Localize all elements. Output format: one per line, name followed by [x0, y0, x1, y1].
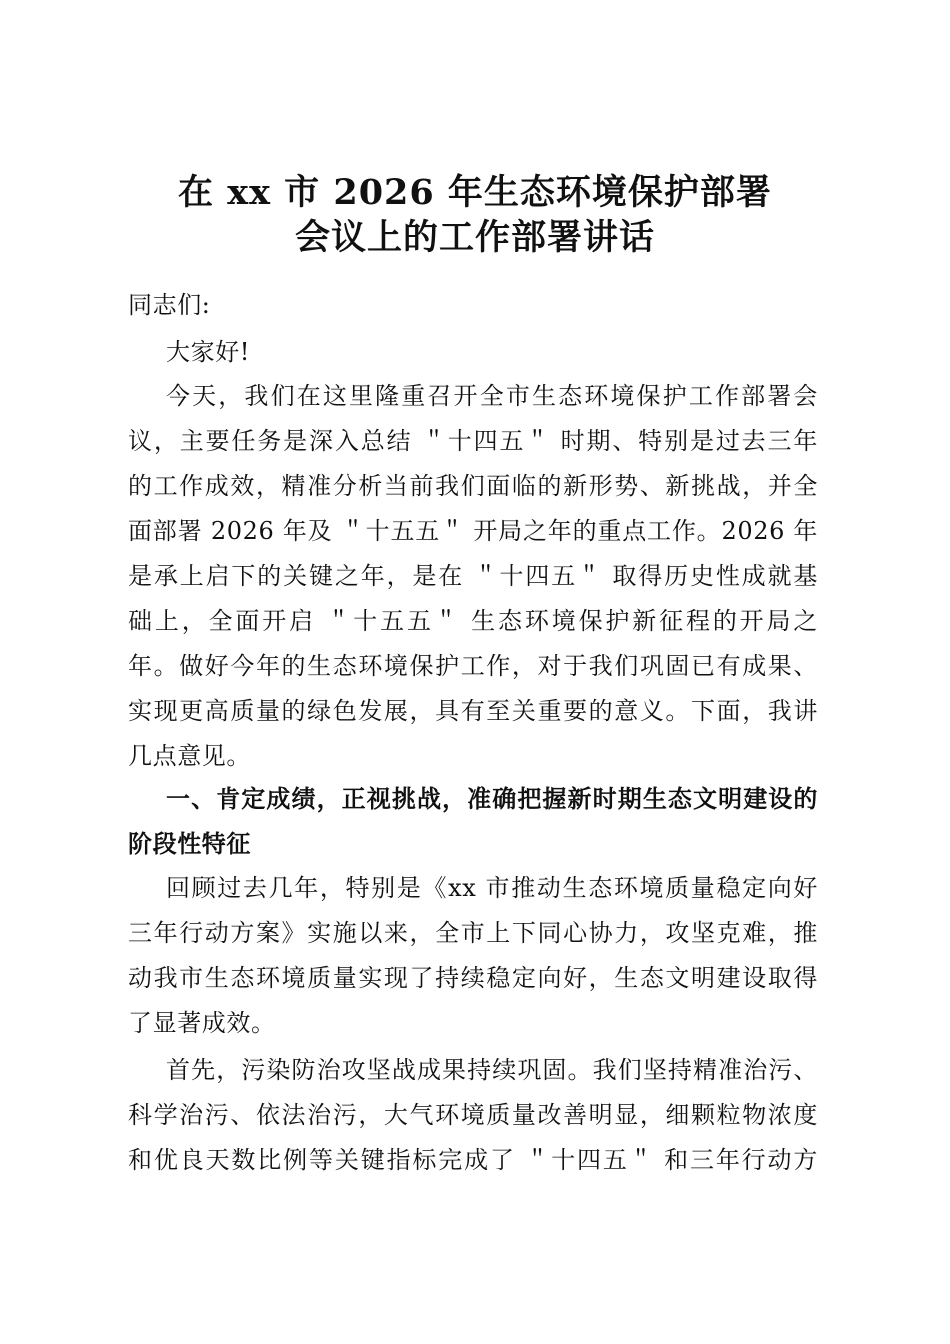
paragraph-1-line-1: 今天，我们在这里隆重召开全市生态环境保护工作部署会	[166, 382, 818, 410]
paragraph-3-line-1: 首先，污染防治攻坚战成果持续巩固。我们坚持精准治污、	[166, 1056, 818, 1084]
section-heading-1-line-2: 阶段性特征	[128, 829, 251, 858]
paragraph-1-line-9: 几点意见。	[128, 742, 251, 770]
salutation: 同志们:	[128, 291, 211, 319]
paragraph-2-line-4: 了显著成效。	[128, 1009, 276, 1037]
document-title-line-2: 会议上的工作部署讲话	[294, 217, 655, 258]
paragraph-1-line-4: 面部署 2026 年及 ＂十五五＂ 开局之年的重点工作。2026 年	[128, 517, 818, 545]
paragraph-3-line-2: 科学治污、依法治污，大气环境质量改善明显，细颗粒物浓度	[128, 1101, 818, 1129]
paragraph-2-line-3: 动我市生态环境质量实现了持续稳定向好，生态文明建设取得	[128, 964, 818, 992]
paragraph-1-line-6: 础上，全面开启 ＂十五五＂ 生态环境保护新征程的开局之	[128, 607, 818, 635]
paragraph-1-line-7: 年。做好今年的生态环境保护工作，对于我们巩固已有成果、	[128, 652, 818, 680]
section-heading-1-line-1: 一、肯定成绩，正视挑战，准确把握新时期生态文明建设的	[166, 784, 818, 813]
greeting: 大家好!	[166, 338, 251, 366]
paragraph-2-line-2: 三年行动方案》实施以来，全市上下同心协力，攻坚克难，推	[128, 919, 818, 947]
paragraph-1-line-2: 议，主要任务是深入总结 ＂十四五＂ 时期、特别是过去三年	[128, 427, 818, 455]
document-title-line-1: 在 xx 市 2026 年生态环境保护部署	[178, 172, 772, 213]
paragraph-2-line-1: 回顾过去几年，特别是《xx 市推动生态环境质量稳定向好	[166, 874, 818, 902]
paragraph-1-line-3: 的工作成效，精准分析当前我们面临的新形势、新挑战，并全	[128, 472, 818, 500]
paragraph-1-line-5: 是承上启下的关键之年，是在 ＂十四五＂ 取得历史性成就基	[128, 562, 818, 590]
paragraph-1-line-8: 实现更高质量的绿色发展，具有至关重要的意义。下面，我讲	[128, 697, 818, 725]
paragraph-3-line-3: 和优良天数比例等关键指标完成了 ＂十四五＂ 和三年行动方	[128, 1146, 818, 1174]
